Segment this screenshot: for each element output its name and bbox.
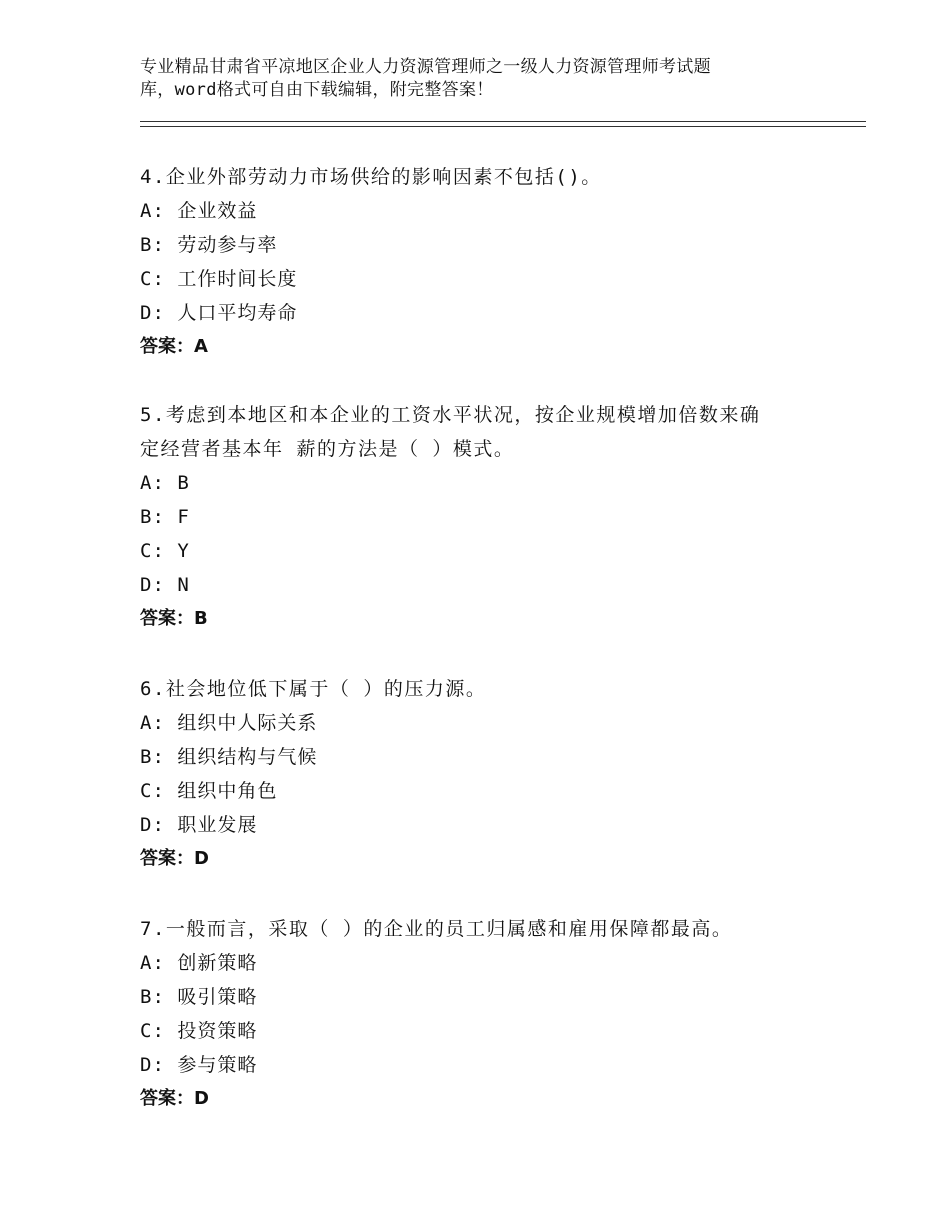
answer-label: 答案：B — [140, 608, 208, 629]
option-c: C: 组织中角色 — [140, 780, 278, 802]
option-d: D: N — [140, 574, 190, 596]
question-stem-continued: 定经营者基本年 薪的方法是（ ）模式。 — [140, 438, 515, 460]
option-b: B: F — [140, 506, 190, 528]
answer-label: 答案：D — [140, 848, 209, 869]
header-title-line-1: 专业精品甘肃省平凉地区企业人力资源管理师之一级人力资源管理师考试题 — [140, 57, 711, 77]
question-stem: 6.社会地位低下属于（ ）的压力源。 — [140, 678, 487, 700]
option-d: D: 参与策略 — [140, 1054, 258, 1076]
question-4 — [140, 160, 820, 364]
option-c: C: 投资策略 — [140, 1020, 258, 1042]
option-a: A: 创新策略 — [140, 952, 258, 974]
answer-label: 答案：A — [140, 336, 208, 357]
option-c: C: Y — [140, 540, 190, 562]
document-header — [140, 56, 780, 102]
question-stem: 4.企业外部劳动力市场供给的影响因素不包括()。 — [140, 166, 602, 188]
header-title-line-2: 库，word格式可自由下载编辑，附完整答案！ — [140, 80, 494, 100]
option-b: B: 组织结构与气候 — [140, 746, 318, 768]
option-d: D: 职业发展 — [140, 814, 258, 836]
question-stem: 7.一般而言，采取（ ）的企业的员工归属感和雇用保障都最高。 — [140, 918, 733, 940]
option-b: B: 吸引策略 — [140, 986, 258, 1008]
question-7 — [140, 912, 820, 1116]
option-b: B: 劳动参与率 — [140, 234, 278, 256]
option-d: D: 人口平均寿命 — [140, 302, 298, 324]
option-a: A: B — [140, 472, 190, 494]
answer-label: 答案：D — [140, 1088, 209, 1109]
question-stem: 5.考虑到本地区和本企业的工资水平状况，按企业规模增加倍数来确 — [140, 404, 761, 426]
question-5 — [140, 398, 820, 636]
question-6 — [140, 672, 820, 876]
option-c: C: 工作时间长度 — [140, 268, 298, 290]
header-divider — [140, 121, 866, 127]
option-a: A: 组织中人际关系 — [140, 712, 318, 734]
option-a: A: 企业效益 — [140, 200, 258, 222]
